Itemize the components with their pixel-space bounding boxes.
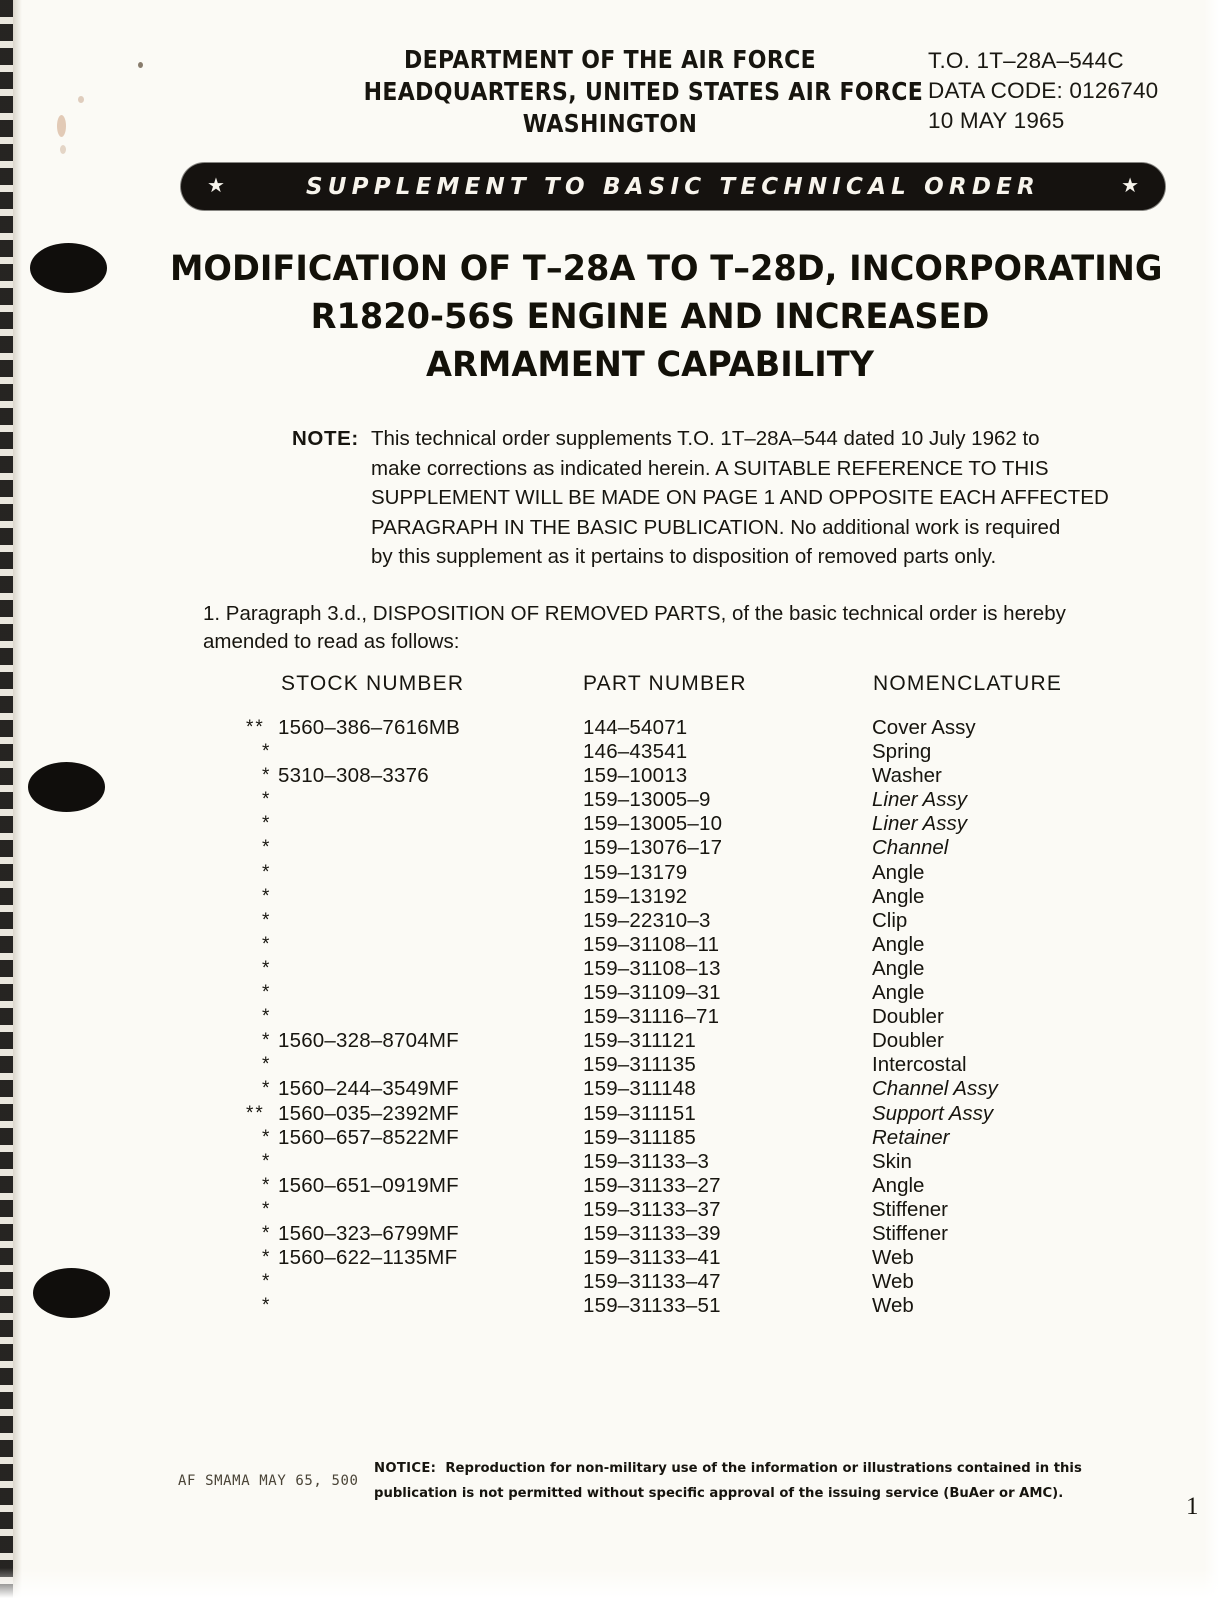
paragraph-1 (203, 600, 1103, 656)
paper-stain (57, 115, 66, 137)
disposition-marker: * (262, 885, 272, 907)
cell-nomenclature: Angle (872, 884, 925, 908)
table-row (0, 981, 1230, 1005)
cell-nomenclature: Angle (872, 1173, 925, 1197)
title-line-3: ARMAMENT CAPABILITY (426, 345, 874, 385)
notice-text-1: Reproduction for non-military use of the information or illustrations contained in this (445, 1461, 1082, 1476)
disposition-marker: * (262, 1295, 272, 1317)
cell-nomenclature: Web (872, 1270, 914, 1294)
cell-part-number: 159–13179 (583, 860, 688, 884)
note-body (371, 424, 1109, 572)
cell-stock-number: 1560–657–8522MF (278, 1125, 459, 1149)
org-line-headquarters: HEADQUARTERS, UNITED STATES AIR FORCE (363, 77, 924, 106)
table-row (0, 788, 1230, 812)
cell-nomenclature: Angle (872, 932, 925, 956)
cell-nomenclature: Angle (872, 956, 925, 980)
paper-smudge (78, 96, 84, 103)
cell-part-number: 159–31133–27 (583, 1173, 721, 1197)
table-row (0, 957, 1230, 981)
cell-part-number: 159–31109–31 (583, 981, 721, 1005)
disposition-marker: * (262, 1222, 272, 1244)
page-bottom-fade (0, 1568, 1230, 1598)
table-row (0, 836, 1230, 860)
disposition-marker: * (262, 741, 272, 763)
cell-nomenclature: Support Assy (872, 1101, 994, 1125)
cell-stock-number: 5310–308–3376 (278, 764, 429, 788)
cell-part-number: 159–22310–3 (583, 908, 711, 932)
disposition-marker: * (262, 1030, 272, 1052)
cell-nomenclature: Angle (872, 981, 925, 1005)
table-row (0, 1294, 1230, 1318)
disposition-marker: * (262, 1126, 272, 1148)
notice-label: NOTICE: (374, 1461, 437, 1476)
disposition-marker: * (262, 1054, 272, 1076)
cell-part-number: 159–10013 (583, 764, 688, 788)
table-row (0, 1222, 1230, 1246)
supplement-banner (181, 163, 1165, 210)
cell-nomenclature: Web (872, 1294, 914, 1318)
disposition-marker: * (262, 765, 272, 787)
table-body (0, 716, 1230, 1318)
disposition-marker: * (262, 861, 272, 883)
cell-part-number: 159–31116–71 (583, 1005, 720, 1029)
table-row (0, 861, 1230, 885)
page-number: 1 (1186, 1493, 1199, 1520)
table-row (0, 933, 1230, 957)
table-row (0, 1077, 1230, 1101)
table-row (0, 764, 1230, 788)
note-line-3: SUPPLEMENT WILL BE MADE ON PAGE 1 AND OPPOSITE EACH AFFECTED (371, 486, 1109, 509)
paper-smudge (138, 62, 143, 68)
cell-part-number: 159–311151 (583, 1101, 696, 1125)
page-title (150, 245, 1163, 389)
cell-nomenclature: Clip (872, 908, 908, 932)
table-row (0, 909, 1230, 933)
cell-stock-number: 1560–622–1135MF (278, 1246, 458, 1270)
cell-nomenclature: Stiffener (872, 1197, 948, 1221)
table-row (0, 1102, 1230, 1126)
data-code: DATA CODE: 0126740 (928, 78, 1159, 103)
cell-nomenclature: Doubler (872, 1005, 944, 1029)
cell-nomenclature: Washer (872, 764, 942, 788)
notice-line-1 (374, 1456, 1082, 1481)
cell-nomenclature: Channel Assy (872, 1077, 998, 1101)
cell-part-number: 159–311148 (583, 1077, 696, 1101)
paragraph-1-line-2: amended to read as follows: (203, 630, 460, 653)
cell-part-number: 159–311185 (583, 1125, 696, 1149)
cell-part-number: 144–54071 (583, 716, 688, 739)
note-line-5: by this supplement as it pertains to disposition of removed parts only. (371, 545, 997, 568)
star-icon-left: ★ (207, 174, 225, 197)
title-line-2: R1820-56S ENGINE AND INCREASED (310, 297, 990, 337)
cell-nomenclature: Intercostal (872, 1053, 967, 1077)
table-row (0, 1029, 1230, 1053)
cell-stock-number: 1560–328–8704MF (278, 1029, 459, 1053)
disposition-marker: ** (246, 717, 265, 738)
cell-part-number: 159–311135 (583, 1053, 696, 1077)
cell-nomenclature: Cover Assy (872, 716, 976, 739)
cell-stock-number: 1560–651–0919MF (278, 1173, 459, 1197)
table-row (0, 1270, 1230, 1294)
disposition-marker: * (262, 1271, 272, 1293)
reproduction-notice (374, 1456, 1082, 1506)
cell-nomenclature: Channel (872, 836, 949, 860)
star-icon-right: ★ (1121, 174, 1139, 197)
issuing-organization (363, 44, 924, 140)
disposition-marker: * (262, 1078, 272, 1100)
disposition-marker: * (262, 1006, 272, 1028)
table-row (0, 1174, 1230, 1198)
table-row (0, 812, 1230, 836)
cell-nomenclature: Doubler (872, 1029, 944, 1053)
disposition-marker: * (262, 1150, 272, 1172)
table-row (0, 1198, 1230, 1222)
org-line-location: WASHINGTON (522, 109, 698, 138)
paper-smudge (60, 145, 66, 154)
cell-stock-number: 1560–323–6799MF (278, 1221, 459, 1245)
cell-part-number: 159–13005–10 (583, 812, 723, 836)
table-row (0, 716, 1230, 740)
note-line-2: make corrections as indicated herein. A SUITABLE REFERENCE TO THIS (371, 456, 1049, 480)
print-stamp: AF SMAMA MAY 65, 500 (178, 1473, 359, 1489)
disposition-marker: * (262, 1198, 272, 1220)
disposition-marker: * (262, 957, 272, 979)
disposition-marker: * (262, 982, 272, 1004)
cell-part-number: 159–31133–39 (583, 1221, 721, 1245)
cell-stock-number: 1560–035–2392MF (278, 1101, 459, 1125)
note-label: NOTE: (292, 427, 359, 450)
table-row (0, 1150, 1230, 1174)
cell-nomenclature: Spring (872, 740, 932, 764)
org-line-department: DEPARTMENT OF THE AIR FORCE (403, 45, 817, 74)
table-row (0, 1005, 1230, 1029)
document-identifiers (928, 46, 1158, 136)
cell-nomenclature: Skin (872, 1149, 912, 1173)
cell-part-number: 159–13005–9 (583, 788, 711, 812)
disposition-marker: * (262, 909, 272, 931)
cell-part-number: 159–31133–51 (583, 1294, 721, 1318)
table-row (0, 885, 1230, 909)
note-block (292, 424, 1109, 572)
title-line-1: MODIFICATION OF T–28A TO T–28D, INCORPORATING (170, 249, 1163, 289)
disposition-marker: * (262, 837, 272, 859)
disposition-marker: * (262, 813, 272, 835)
table-row (0, 1246, 1230, 1270)
notice-line-2: publication is not permitted without specific approval of the issuing service (BuAer or AMC). (374, 1486, 1064, 1501)
technical-order-number: T.O. 1T–28A–544C (928, 48, 1124, 73)
disposition-marker: * (262, 1174, 272, 1196)
disposition-marker: * (262, 933, 272, 955)
table-row (0, 1126, 1230, 1150)
cell-part-number: 159–31133–41 (583, 1246, 721, 1270)
column-header-nomenclature: NOMENCLATURE (873, 672, 1063, 695)
table-row (0, 1053, 1230, 1077)
column-header-part-number: PART NUMBER (583, 672, 747, 695)
note-line-4: PARAGRAPH IN THE BASIC PUBLICATION. No additional work is required (371, 515, 1061, 539)
cell-part-number: 159–31108–11 (583, 932, 720, 956)
cell-nomenclature: Web (872, 1246, 914, 1270)
removed-parts-table (0, 672, 1230, 1318)
cell-part-number: 159–13192 (583, 884, 688, 908)
cell-part-number: 159–311121 (583, 1029, 696, 1053)
cell-part-number: 159–31133–3 (583, 1149, 710, 1173)
punch-hole-top (30, 243, 107, 293)
cell-part-number: 159–13076–17 (583, 836, 723, 860)
cell-nomenclature: Liner Assy (872, 812, 967, 836)
cell-stock-number: 1560–244–3549MF (278, 1077, 459, 1101)
column-header-stock-number: STOCK NUMBER (281, 672, 465, 695)
cell-part-number: 159–31108–13 (583, 956, 721, 980)
cell-nomenclature: Angle (872, 860, 925, 884)
cell-part-number: 159–31133–37 (583, 1197, 721, 1221)
cell-nomenclature: Stiffener (872, 1221, 948, 1245)
disposition-marker: * (262, 789, 272, 811)
banner-label: SUPPLEMENT TO BASIC TECHNICAL ORDER (306, 173, 1040, 200)
cell-part-number: 159–31133–47 (583, 1270, 721, 1294)
issue-date: 10 MAY 1965 (928, 108, 1065, 133)
table-row (0, 740, 1230, 764)
disposition-marker: * (262, 1247, 272, 1269)
cell-nomenclature: Liner Assy (872, 788, 967, 812)
cell-stock-number: 1560–386–7616MB (278, 716, 460, 739)
cell-part-number: 146–43541 (583, 740, 688, 764)
cell-nomenclature: Retainer (872, 1125, 950, 1149)
disposition-marker: ** (246, 1102, 265, 1124)
paragraph-1-line-1: 1. Paragraph 3.d., DISPOSITION OF REMOVED PARTS, of the basic technical order is hereby (203, 602, 1066, 625)
table-header-row (0, 672, 1230, 712)
note-line-1: This technical order supplements T.O. 1T–28A–544 dated 10 July 1962 to (371, 427, 1040, 450)
